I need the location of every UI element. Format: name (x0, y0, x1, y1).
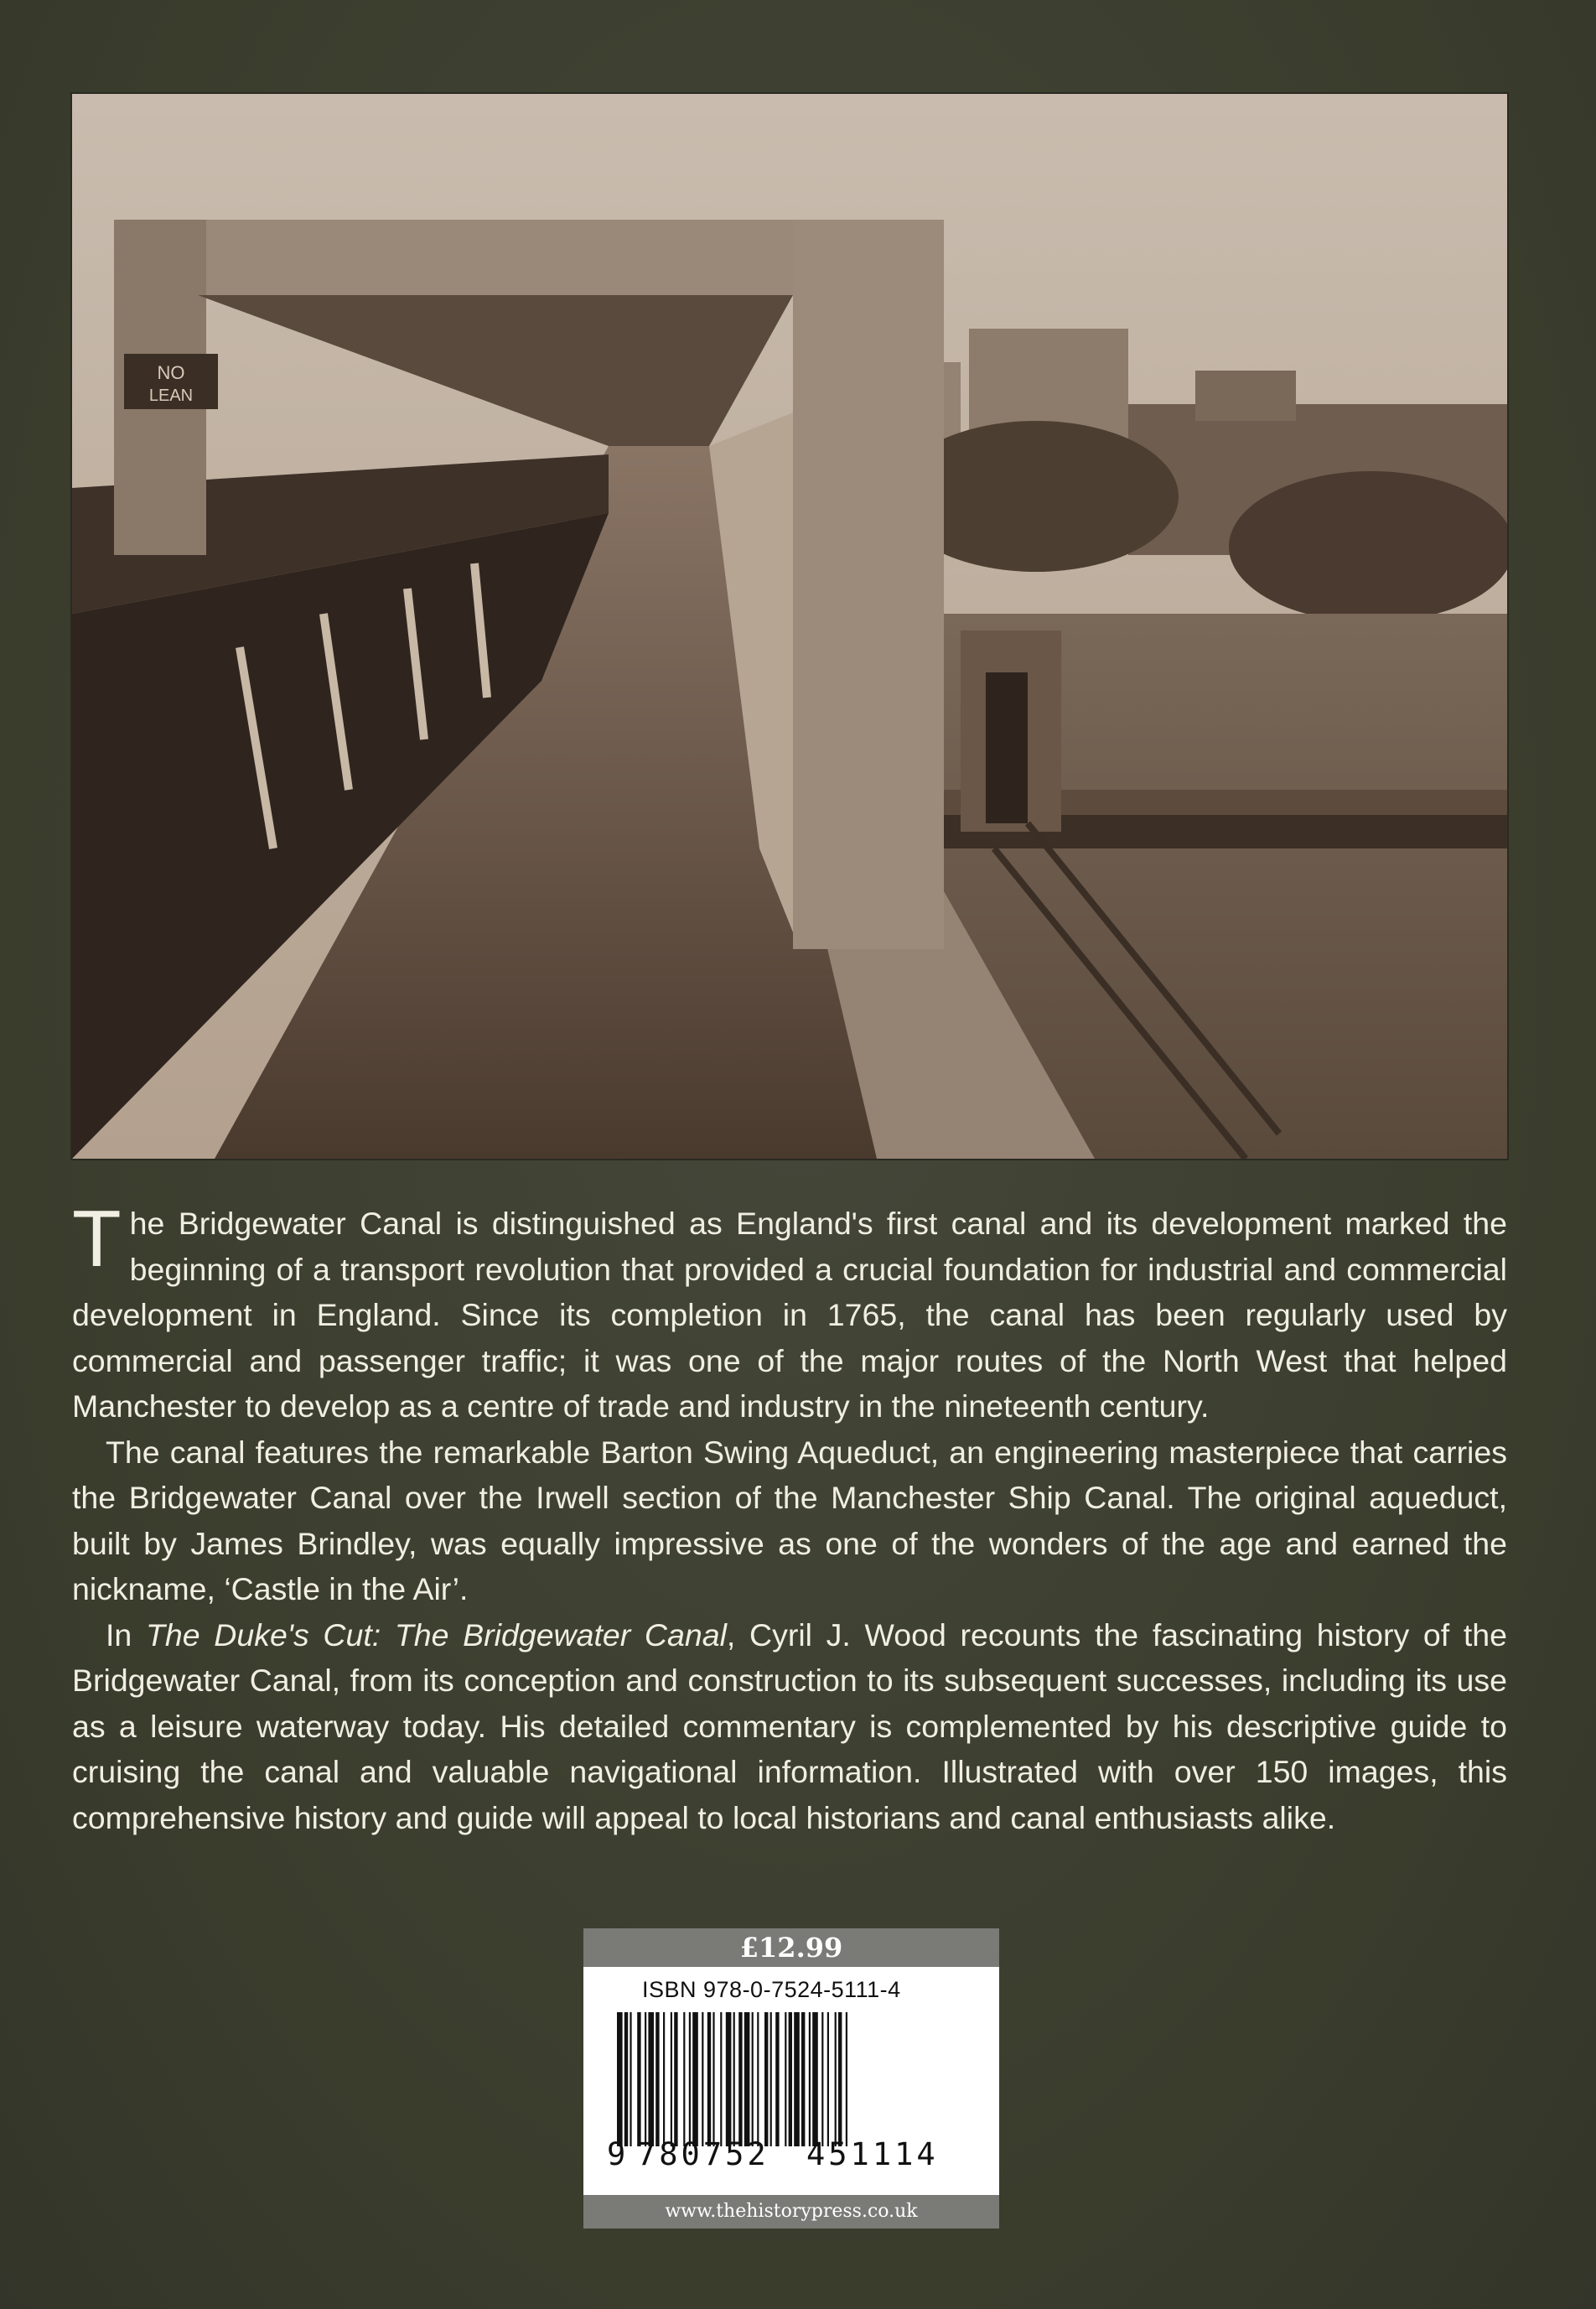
barcode-bar (827, 2012, 829, 2146)
barcode-bar (692, 2012, 698, 2146)
barcode-bar (846, 2012, 847, 2146)
blurb-paragraph-1: The Bridgewater Canal is distinguished as England's first canal and its development marked the beginning of a transport revolution that provided a crucial foundation for industrial and commercial development in England. Since its completion in 1765, the canal has been regularly used by commercial and passenger traffic; it was one of the major routes of the North West that helped Manchester to develop as a centre of trade and industry in the nineteenth century. (72, 1194, 1507, 1424)
barcode-bar (663, 2012, 665, 2146)
barcode-bar (789, 2012, 792, 2146)
barcode-bar (752, 2012, 754, 2146)
back-cover-blurb (72, 1194, 1507, 1840)
barcode-bar (671, 2012, 672, 2146)
photo-sign-line1: NO (157, 362, 185, 383)
barcode-bar (707, 2012, 711, 2146)
barcode-bar (744, 2012, 750, 2146)
barcode-bar (821, 2012, 823, 2146)
barcode-bar (738, 2012, 742, 2146)
barcode-bar (733, 2012, 735, 2146)
barcode-bar (630, 2012, 631, 2146)
barcode-bar (726, 2012, 732, 2146)
barcode-bar (838, 2012, 842, 2146)
barcode-digit-group-2: 451114 (806, 2136, 939, 2172)
blurb-paragraph-3 (72, 1612, 1507, 1841)
barcode-bar (764, 2012, 768, 2146)
blurb-paragraph-2: The canal features the remarkable Barton Swing Aqueduct, an engineering masterpiece that carries the Bridgewater Canal over the Irwell section of the Manchester Ship Canal. The original aqueduct, built by James Brindley, was equally impressive as one of the wonders of the age and earned the nickname, ‘Castle in the Air’. (72, 1434, 1507, 1606)
barcode-digit-group-1: 780752 (637, 2136, 770, 2172)
barcode-bar (720, 2012, 722, 2146)
barcode-bar (648, 2012, 654, 2146)
barcode-lead-digit: 9 (607, 2136, 630, 2172)
barcode-bar (794, 2012, 800, 2146)
para3-rest: , Cyril J. Wood recounts the fascinating history of the Bridgewater Canal, from its conception and construction to its subsequent successes, including its use as a leisure waterway today. His detailed commentary is complemented by his descriptive guide to cruising the canal and valuable navigational information. Illustrated with over 150 images, this comprehensive history and guide will appeal to local historians and canal enthusiasts alike. (72, 1616, 1507, 1835)
isbn-text: ISBN 978-0-7524-5111-4 (642, 1977, 901, 2002)
barcode-bars (617, 2012, 974, 2146)
barcode-bar (757, 2012, 759, 2146)
book-title: The Duke's Cut: The Bridgewater Canal (145, 1616, 727, 1653)
barcode-bar (785, 2012, 786, 2146)
price-label: £12.99 (583, 1928, 999, 1967)
barcode-bar (674, 2012, 677, 2146)
barcode-bar (770, 2012, 772, 2146)
barcode-bar (645, 2012, 646, 2146)
barcode-bar (775, 2012, 779, 2146)
photo-sign-line2: LEAN (148, 387, 194, 405)
barcode-bar (812, 2012, 818, 2146)
para3-prefix: In (106, 1616, 146, 1653)
barcode-bar (835, 2012, 837, 2146)
barcode-bar (809, 2012, 811, 2146)
barcode-bar (712, 2012, 714, 2146)
publisher-url: www.thehistorypress.co.uk (583, 2195, 999, 2229)
barcode-bar (637, 2012, 640, 2146)
barcode-bar (689, 2012, 691, 2146)
barcode-bar (683, 2012, 685, 2146)
barcode-bar (702, 2012, 703, 2146)
barcode-box (583, 1928, 999, 2229)
barcode-bar (624, 2012, 628, 2146)
barcode-bar (656, 2012, 659, 2146)
aqueduct-photo (70, 92, 1509, 1160)
barcode-bar (617, 2012, 623, 2146)
barcode-bar (801, 2012, 805, 2146)
